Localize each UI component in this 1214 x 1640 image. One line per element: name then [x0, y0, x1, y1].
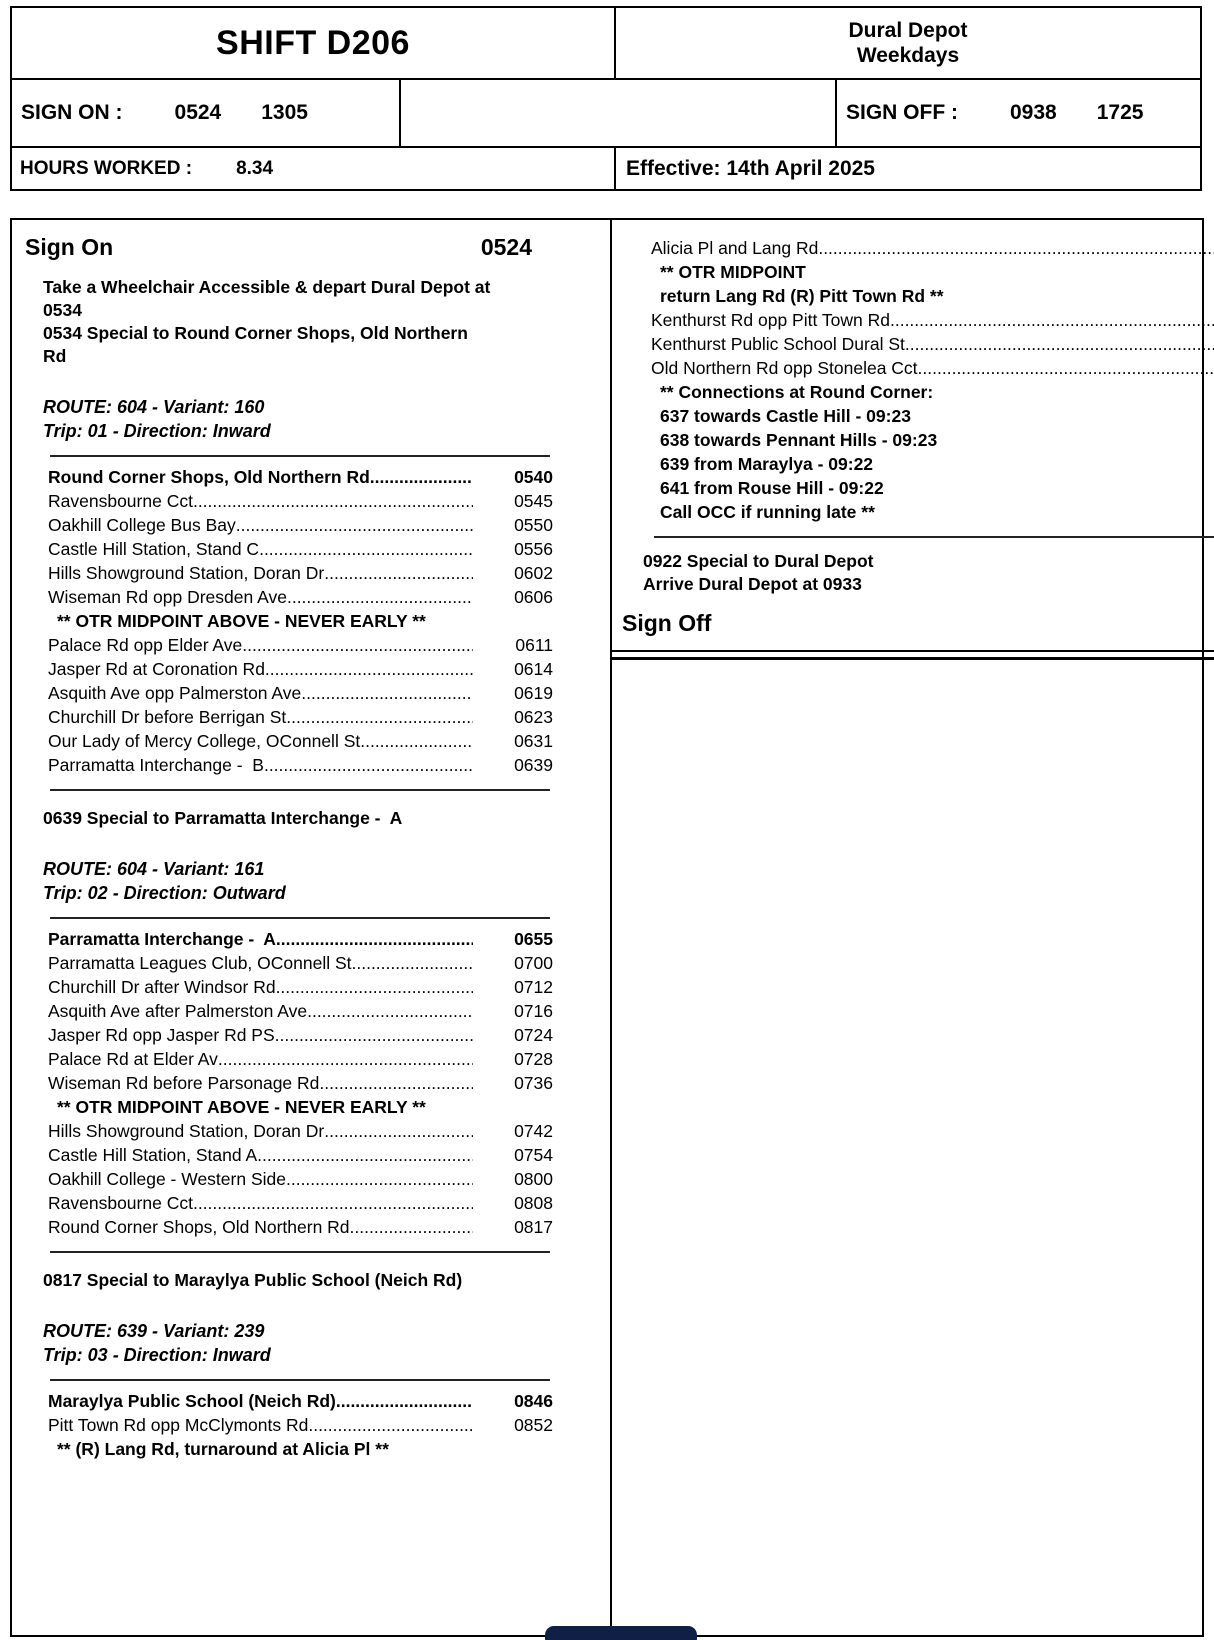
hours-worked-value: 8.34	[236, 157, 274, 179]
stop-name: Parramatta Leagues Club, OConnell St	[48, 953, 352, 973]
stop-row	[48, 1119, 553, 1143]
shift-header-table	[10, 6, 1202, 191]
stop-row	[48, 657, 553, 681]
stop-row	[48, 633, 553, 657]
trip-note	[43, 1269, 570, 1292]
stop-name: Our Lady of Mercy College, OConnell St	[48, 731, 361, 751]
stop-row	[48, 753, 553, 777]
stop-row	[48, 489, 553, 513]
route-info-line: Trip: 01 - Direction: Inward	[43, 420, 271, 441]
stop-list	[48, 927, 553, 1239]
stop-name: Castle Hill Station, Stand A	[48, 1145, 258, 1165]
stop-annotation: 637 towards Castle Hill - 09:23	[660, 406, 911, 426]
stop-time: 0623	[514, 707, 553, 727]
sign-on-cell	[12, 80, 399, 146]
dot-leader	[275, 1023, 473, 1047]
dot-leader	[890, 308, 1214, 332]
dot-leader	[319, 1071, 473, 1095]
stop-time: 0631	[514, 731, 553, 751]
sign-on-header-time: 0524	[480, 234, 532, 260]
stop-name: Oakhill College - Western Side	[48, 1169, 286, 1189]
stop-row	[48, 729, 553, 753]
stop-list	[651, 236, 1214, 524]
stop-name: Kenthurst Public School Dural St	[651, 334, 905, 354]
stop-time: 0611	[515, 635, 553, 655]
duty-column-right	[612, 220, 1214, 1635]
stop-time: 0545	[514, 491, 553, 511]
sign-off-header-label: Sign Off	[622, 610, 712, 636]
stop-annotation: ** OTR MIDPOINT ABOVE - NEVER EARLY **	[57, 1097, 426, 1117]
stop-time: 0800	[514, 1169, 553, 1189]
stop-time: 0550	[514, 515, 553, 535]
stop-annotation: ** OTR MIDPOINT	[660, 262, 806, 282]
dot-leader	[276, 975, 473, 999]
dot-leader	[286, 1167, 473, 1191]
stop-time: 0700	[514, 953, 553, 973]
stop-name: Round Corner Shops, Old Northern Rd	[48, 467, 370, 487]
separator-rule	[50, 917, 550, 919]
stop-time: 0817	[514, 1217, 553, 1237]
stop-name: Oakhill College Bus Bay	[48, 515, 236, 535]
sign-off-cell	[835, 80, 1200, 146]
stop-row	[48, 951, 553, 975]
route-info	[43, 1320, 570, 1367]
sign-off-time-2: 1725	[1096, 101, 1144, 124]
stop-time: 0614	[514, 659, 553, 679]
effective-date: Effective: 14th April 2025	[614, 148, 1200, 189]
stop-row	[48, 1215, 553, 1239]
stop-name: Round Corner Shops, Old Northern Rd	[48, 1217, 350, 1237]
stop-name: Asquith Ave after Palmerston Ave	[48, 1001, 308, 1021]
stop-list	[48, 465, 553, 777]
dot-leader	[918, 356, 1214, 380]
stop-row	[48, 999, 553, 1023]
stop-row	[651, 332, 1214, 356]
stop-name: Wiseman Rd opp Dresden Ave	[48, 587, 287, 607]
route-info-line: ROUTE: 639 - Variant: 239	[43, 1321, 265, 1341]
dot-leader	[259, 537, 473, 561]
stop-time: 0724	[514, 1025, 553, 1045]
dot-leader	[324, 1119, 473, 1143]
stop-annotation: ** (R) Lang Rd, turnaround at Alicia Pl **	[57, 1439, 389, 1459]
stop-row	[48, 1143, 553, 1167]
dot-leader	[236, 513, 473, 537]
stop-name: Wiseman Rd before Parsonage Rd	[48, 1073, 320, 1093]
stop-row	[48, 1389, 553, 1413]
dot-leader	[324, 561, 473, 585]
dot-leader	[350, 1215, 473, 1239]
header-row-title	[10, 6, 1202, 80]
dot-leader	[286, 705, 473, 729]
trip-note-line: 0922 Special to Dural Depot	[643, 551, 874, 571]
stop-row	[48, 561, 553, 585]
sign-off-header	[612, 610, 1214, 636]
dot-leader	[242, 633, 473, 657]
stop-row	[48, 681, 553, 705]
stop-row	[48, 1071, 553, 1095]
stop-time: 0619	[514, 683, 553, 703]
stop-name: Palace Rd opp Elder Ave	[48, 635, 243, 655]
stop-row	[48, 1413, 553, 1437]
stop-time: 0754	[514, 1145, 553, 1165]
stop-row	[48, 513, 553, 537]
duty-detail-box	[10, 218, 1204, 1637]
stop-time: 0602	[514, 563, 553, 583]
stop-annotation: 639 from Maraylya - 09:22	[660, 454, 874, 474]
sign-on-time-1: 0524	[174, 101, 222, 124]
stop-annotation: return Lang Rd (R) Pitt Town Rd **	[660, 286, 944, 306]
trip-note	[43, 807, 570, 830]
service-days: Weekdays	[856, 44, 960, 67]
stop-time: 0728	[514, 1049, 553, 1069]
stop-row	[48, 705, 553, 729]
route-info-line: Trip: 02 - Direction: Outward	[43, 882, 286, 903]
separator-rule	[50, 1251, 550, 1253]
trip-note-line: 0534 Special to Round Corner Shops, Old Northern	[43, 323, 468, 343]
stop-name: Hills Showground Station, Doran Dr	[48, 563, 325, 583]
trip-note-line: Rd	[43, 346, 67, 366]
stop-row	[651, 308, 1214, 332]
stop-row	[48, 1047, 553, 1071]
stop-time: 0846	[514, 1391, 553, 1411]
trip-note-line: 0817 Special to Maraylya Public School (Neich Rd)	[43, 1270, 463, 1290]
stop-row	[48, 585, 553, 609]
route-info-line: ROUTE: 604 - Variant: 161	[43, 859, 265, 879]
stop-time: 0808	[514, 1193, 553, 1213]
stop-row	[48, 1191, 553, 1215]
duty-column-left	[12, 220, 612, 1635]
route-info	[43, 858, 570, 905]
stop-name: Parramatta Interchange - A	[48, 929, 276, 949]
stop-name: Hills Showground Station, Doran Dr	[48, 1121, 325, 1141]
stop-row	[48, 975, 553, 999]
dot-leader	[193, 1191, 473, 1215]
trip-note-line: Take a Wheelchair Accessible & depart Dural Depot at	[43, 277, 491, 297]
sign-on-time-2: 1305	[261, 101, 308, 124]
dot-leader	[818, 236, 1214, 260]
trip-note	[43, 276, 570, 368]
dot-leader	[360, 729, 473, 753]
stop-row	[48, 927, 553, 951]
sign-off-double-rule	[612, 650, 1214, 660]
stop-name: Asquith Ave opp Palmerston Ave	[48, 683, 302, 703]
stop-time: 0852	[514, 1415, 553, 1435]
stop-name: Kenthurst Rd opp Pitt Town Rd	[651, 310, 890, 330]
stop-annotation: 638 towards Pennant Hills - 09:23	[660, 430, 938, 450]
stop-time: 0639	[514, 755, 553, 775]
dot-leader	[352, 951, 474, 975]
route-info-line: ROUTE: 604 - Variant: 160	[43, 397, 265, 417]
stop-time: 0540	[514, 467, 553, 487]
separator-rule	[50, 1379, 550, 1381]
stop-time: 0716	[514, 1001, 553, 1021]
stop-row	[48, 465, 553, 489]
hours-worked-label: HOURS WORKED :	[20, 157, 193, 179]
stop-name: Castle Hill Station, Stand C	[48, 539, 260, 559]
route-info-line: Trip: 03 - Direction: Inward	[43, 1344, 271, 1365]
empty-cell	[399, 80, 835, 146]
viewer-toolbar-pill-button[interactable]	[545, 1626, 697, 1640]
stop-row	[651, 356, 1214, 380]
header-row-hours	[10, 146, 1202, 191]
stop-name: Churchill Dr after Windsor Rd	[48, 977, 276, 997]
stop-name: Jasper Rd opp Jasper Rd PS	[48, 1025, 275, 1045]
stop-row	[651, 236, 1214, 260]
dot-leader	[308, 1413, 473, 1437]
dot-leader	[276, 927, 473, 951]
stop-row	[48, 537, 553, 561]
separator-rule	[654, 536, 1214, 538]
sign-off-label: SIGN OFF :	[846, 101, 958, 124]
separator-rule	[50, 789, 550, 791]
dot-leader	[370, 465, 473, 489]
trip-note-line: 0639 Special to Parramatta Interchange - A	[43, 808, 403, 828]
stop-time: 0606	[514, 587, 553, 607]
dot-leader	[193, 489, 473, 513]
stop-name: Alicia Pl and Lang Rd	[651, 238, 819, 258]
trip-note-line: Arrive Dural Depot at 0933	[643, 574, 862, 594]
stop-annotation: ** OTR MIDPOINT ABOVE - NEVER EARLY **	[57, 611, 426, 631]
stop-time: 0712	[514, 977, 553, 997]
stop-time: 0655	[514, 929, 553, 949]
hours-worked-cell	[12, 148, 614, 189]
stop-list	[48, 1389, 553, 1461]
depot-name: Dural Depot	[848, 19, 968, 42]
dot-leader	[307, 999, 473, 1023]
stop-row	[48, 1023, 553, 1047]
stop-time: 0556	[514, 539, 553, 559]
header-row-sign-times	[10, 78, 1202, 148]
dot-leader	[301, 681, 473, 705]
stop-time: 0736	[514, 1073, 553, 1093]
stop-name: Pitt Town Rd opp McClymonts Rd	[48, 1415, 309, 1435]
trip-note	[643, 550, 1214, 596]
stop-row	[48, 1167, 553, 1191]
sign-on-header	[12, 234, 610, 260]
stop-annotation: Call OCC if running late **	[660, 502, 875, 522]
shift-title: SHIFT D206	[216, 23, 410, 62]
stop-annotation: ** Connections at Round Corner:	[660, 382, 934, 402]
dot-leader	[287, 585, 473, 609]
stop-annotation: 641 from Rouse Hill - 09:22	[660, 478, 884, 498]
route-info	[43, 396, 570, 443]
stop-time: 0742	[514, 1121, 553, 1141]
dot-leader	[264, 753, 473, 777]
dot-leader	[905, 332, 1214, 356]
sign-on-header-label: Sign On	[25, 234, 114, 260]
stop-name: Ravensbourne Cct	[48, 491, 193, 511]
trip-note-line: 0534	[43, 300, 82, 320]
separator-rule	[50, 455, 550, 457]
sign-on-label: SIGN ON :	[21, 101, 123, 124]
dot-leader	[336, 1389, 473, 1413]
stop-name: Old Northern Rd opp Stonelea Cct	[651, 358, 918, 378]
stop-name: Parramatta Interchange - B	[48, 755, 264, 775]
depot-weekdays	[614, 8, 1200, 78]
dot-leader	[218, 1047, 473, 1071]
dot-leader	[265, 657, 473, 681]
stop-name: Ravensbourne Cct	[48, 1193, 193, 1213]
stop-name: Palace Rd at Elder Av	[48, 1049, 218, 1069]
stop-name: Maraylya Public School (Neich Rd)	[48, 1391, 336, 1411]
stop-name: Churchill Dr before Berrigan St	[48, 707, 287, 727]
dot-leader	[257, 1143, 473, 1167]
stop-name: Jasper Rd at Coronation Rd	[48, 659, 265, 679]
sign-off-time-1: 0938	[1010, 101, 1057, 124]
